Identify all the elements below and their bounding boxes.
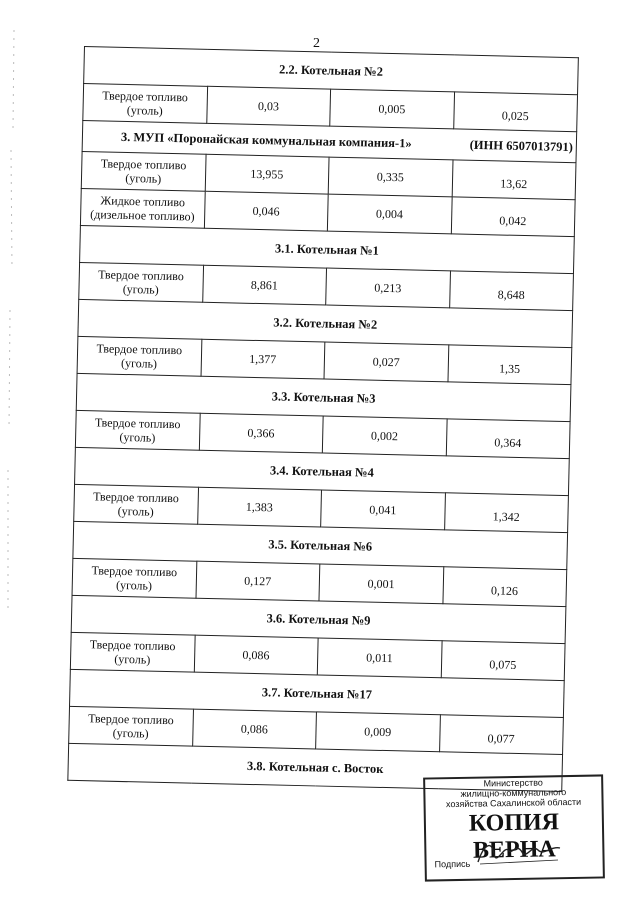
value-cell-2: 0,004 [327,194,451,234]
fuel-type-label-line: Твердое топливо [88,711,174,728]
value-cell-3: 1,35 [447,345,571,385]
fuel-type-label-line: Твердое топливо [94,415,181,432]
value-cell-1: 0,366 [199,413,323,453]
fuel-type-cell [77,336,201,376]
value-cell-3: 0,364 [446,419,570,459]
fuel-type-label-line: (уголь) [119,429,156,445]
fuel-type-label-line: Жидкое топливо [100,193,186,210]
section-title: 3.5. Котельная №6 [73,521,568,569]
value-cell-1: 0,086 [194,635,318,675]
value-cell-1: 0,086 [192,709,316,749]
fuel-table [67,46,579,792]
section-title: 3.6. Котельная №9 [71,595,566,643]
fuel-type-label-line: (уголь) [125,170,162,186]
value-cell-1: 1,383 [197,487,321,527]
fuel-type-label-line: Твердое топливо [89,637,176,654]
value-cell-2: 0,041 [321,490,445,530]
stamp-line-2: жилищно-коммунального [460,787,567,799]
value-cell-2: 0,027 [324,342,448,382]
fuel-type-label-line: (уголь) [120,355,158,371]
value-cell-1: 0,127 [196,561,320,601]
stamp-sign-label: Подпись [434,858,471,870]
value-cell-2: 0,011 [317,638,441,678]
value-cell-2: 0,009 [316,712,440,752]
fuel-type-label-line: Твердое топливо [93,489,179,506]
value-cell-3: 0,075 [441,641,565,681]
fuel-type-cell [72,558,196,598]
value-cell-3: 8,648 [449,271,573,311]
document-table-container [67,46,579,792]
page-number: 2 [313,36,320,51]
value-cell-2: 0,001 [319,564,443,604]
fuel-type-label-line: Твердое топливо [91,563,178,580]
organization-inn: (ИНН 6507013791) [469,137,573,155]
value-cell-3: 13,62 [452,160,576,200]
section-title: 3.7. Котельная №17 [70,669,565,717]
value-cell-1: 0,03 [206,86,330,126]
fuel-type-cell [74,484,198,524]
fuel-type-label-line: Твердое топливо [100,156,187,173]
margin-marks [2,10,32,890]
value-cell-1: 8,861 [202,265,326,305]
stamp-line-3: хозяйства Сахалинской области [445,796,582,810]
fuel-type-cell [69,706,193,746]
value-cell-3: 1,342 [444,493,568,533]
organization-name: 3. МУП «Поронайская коммунальная компания-1» [120,129,412,151]
section-title: 3.8. Котельная с. Восток [68,743,563,791]
value-cell-1: 13,955 [205,154,329,194]
fuel-type-cell [70,632,194,672]
fuel-type-label-line: Твердое топливо [96,341,183,358]
fuel-type-cell [81,151,205,191]
value-cell-1: 0,046 [204,191,328,231]
fuel-type-cell [79,262,203,302]
value-cell-3: 0,025 [453,92,577,132]
fuel-type-label-line: (уголь) [122,281,159,297]
handwritten-signature [474,836,564,870]
value-cell-2: 0,213 [326,268,450,308]
value-cell-3: 0,077 [439,715,563,755]
section-title: 2.2. Котельная №2 [84,47,579,95]
fuel-type-label-line: Твердое топливо [102,88,189,105]
fuel-type-cell [80,188,204,228]
value-cell-3: 0,042 [451,197,575,237]
fuel-type-label-line: (уголь) [115,577,153,593]
fuel-type-label-line: (уголь) [112,725,149,741]
fuel-type-label-line: (дизельное топливо) [90,207,195,224]
fuel-type-label-line: (уголь) [117,503,154,519]
stamp-line-1: Министерство [483,777,543,789]
value-cell-2: 0,005 [330,89,454,129]
section-title: 3.4. Котельная №4 [75,447,570,495]
stamp-main-text: КОПИЯ ВЕРНА [468,809,560,864]
fuel-type-label-line: Твердое топливо [98,267,184,284]
section-title: 3.2. Котельная №2 [78,299,573,347]
value-cell-2: 0,002 [322,416,446,456]
fuel-type-label-line: (уголь) [114,651,151,667]
fuel-type-label-line: (уголь) [126,102,163,118]
section-title: 3.3. Котельная №3 [76,373,571,421]
value-cell-2: 0,335 [328,157,452,197]
fuel-type-cell [75,410,199,450]
fuel-type-cell [83,84,207,124]
value-cell-3: 0,126 [442,567,566,607]
section-title: 3.1. Котельная №1 [80,225,575,273]
value-cell-1: 1,377 [201,339,325,379]
